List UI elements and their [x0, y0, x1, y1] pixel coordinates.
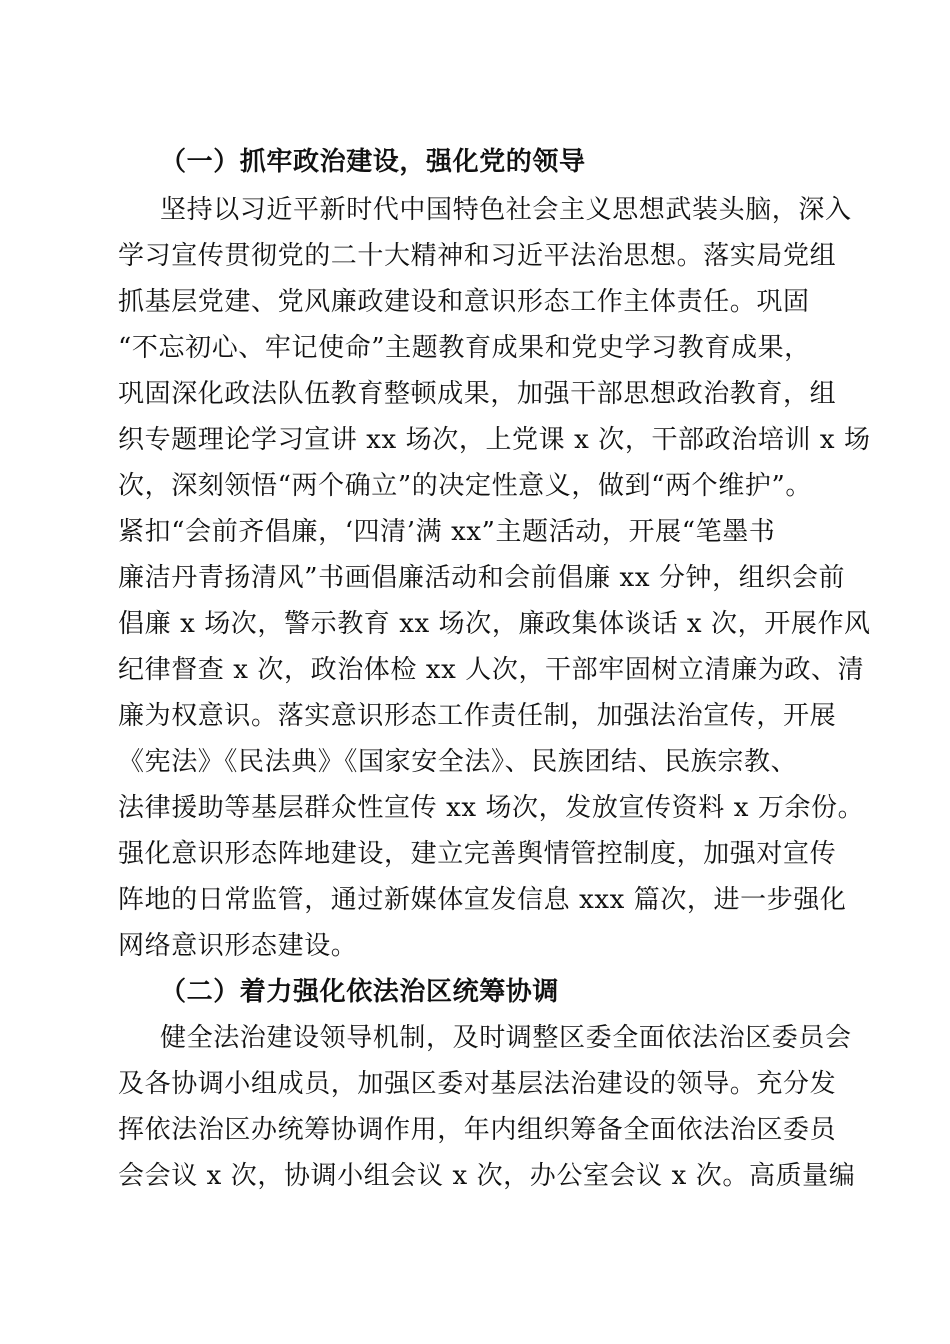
section-heading-1: （一）抓牢政治建设，强化党的领导: [160, 147, 586, 177]
paragraph-line: 会会议 x 次，协调小组会议 x 次，办公室会议 x 次。高质量编: [118, 1161, 856, 1191]
paragraph-line: 坚持以习近平新时代中国特色社会主义思想武装头脑，深入: [160, 195, 852, 225]
paragraph-line: 廉洁丹青扬清风”书画倡廉活动和会前倡廉 xx 分钟，组织会前: [118, 563, 846, 593]
paragraph-line: “不忘初心、牢记使命”主题教育成果和党史学习教育成果，: [118, 333, 811, 363]
paragraph-line: 法律援助等基层群众性宣传 xx 场次，发放宣传资料 x 万余份。: [118, 793, 865, 823]
paragraph-line: 纪律督查 x 次，政治体检 xx 人次，干部牢固树立清廉为政、清: [118, 655, 865, 685]
paragraph-line: 织专题理论学习宣讲 xx 场次，上党课 x 次，干部政治培训 x 场: [118, 425, 871, 455]
section-heading-2: （二）着力强化依法治区统筹协调: [160, 977, 560, 1007]
paragraph-line: 强化意识形态阵地建设，建立完善舆情管控制度，加强对宣传: [118, 839, 837, 869]
paragraph-line: 廉为权意识。落实意识形态工作责任制，加强法治宣传，开展: [118, 701, 837, 731]
paragraph-line: 巩固深化政法队伍教育整顿成果，加强干部思想政治教育，组: [118, 379, 837, 409]
paragraph-line: 倡廉 x 场次，警示教育 xx 场次，廉政集体谈话 x 次，开展作风: [118, 609, 871, 639]
paragraph-line: 抓基层党建、党风廉政建设和意识形态工作主体责任。巩固: [118, 287, 810, 317]
paragraph-line: 健全法治建设领导机制，及时调整区委全面依法治区委员会: [160, 1023, 852, 1053]
paragraph-line: 阵地的日常监管，通过新媒体宣发信息 xxx 篇次，进一步强化: [118, 885, 847, 915]
paragraph-line: 挥依法治区办统筹协调作用，年内组织筹备全面依法治区委员: [118, 1115, 837, 1145]
paragraph-line: 学习宣传贯彻党的二十大精神和习近平法治思想。落实局党组: [118, 241, 837, 271]
paragraph-line: 《宪法》《民法典》《国家安全法》、民族团结、民族宗教、: [118, 747, 798, 777]
paragraph-line: 次，深刻领悟“两个确立”的决定性意义，做到“两个维护”。: [118, 471, 812, 501]
paragraph-line: 及各协调小组成员，加强区委对基层法治建设的领导。充分发: [118, 1069, 837, 1099]
paragraph-line: 网络意识形态建设。: [118, 931, 358, 961]
paragraph-line: 紧扣“会前齐倡廉，‘四清’满 xx”主题活动，开展“笔墨书: [118, 517, 776, 547]
